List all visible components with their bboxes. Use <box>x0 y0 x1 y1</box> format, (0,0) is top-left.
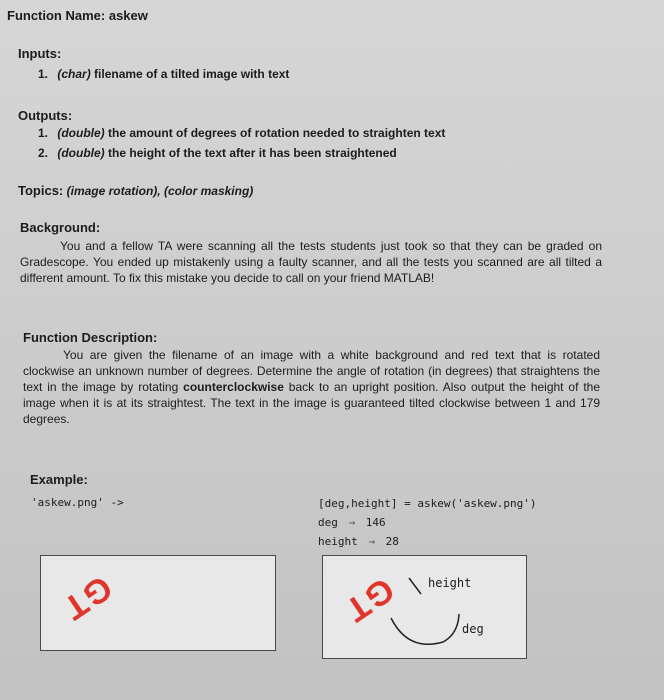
example-deg-line <box>318 516 386 529</box>
description-emphasis: counterclockwise <box>183 380 284 394</box>
deg-arc <box>391 614 459 644</box>
input-item-type: (char) <box>57 67 91 81</box>
function-name: Function Name: askew <box>7 8 148 23</box>
annotated-gt-text: GT <box>337 569 401 630</box>
input-item-text: filename of a tilted image with text <box>94 67 290 81</box>
rotation-annotation <box>323 556 528 660</box>
background-heading: Background: <box>20 220 101 235</box>
arrow-right-icon: → <box>348 516 356 529</box>
topics-label: Topics: <box>18 183 64 198</box>
output-item-type: (double) <box>57 146 105 160</box>
topics-items: (image rotation), (color masking) <box>66 184 254 198</box>
description-text-before: You are given the filename of an image with a white background and red text that is rotated clockwise an unknown number of degrees. Determine the angle of rotation (in degrees) that straightens the text in the image by rotating <box>23 348 600 394</box>
example-height-line <box>318 535 399 548</box>
deg-value: 146 <box>365 516 386 529</box>
description-paragraph <box>23 347 600 427</box>
background-paragraph <box>20 238 602 286</box>
output-item-text: the amount of degrees of rotation needed to straighten text <box>108 126 446 140</box>
background-text: You and a fellow TA were scanning all the tests students just took so that they can be graded on Gradescope. You ended up mistakenly using a faulty scanner, and all the tests you scanned are all tilted a different amount. To fix this mistake you decide to call on your friend MATLAB! <box>20 239 602 285</box>
output-item <box>38 126 445 140</box>
tilted-gt-text: GT <box>55 567 119 628</box>
example-call-code: [deg,height] = askew('askew.png') <box>318 497 537 510</box>
example-input-code: 'askew.png' -> <box>31 496 124 509</box>
height-measure-line <box>409 578 421 594</box>
output-item-num: 1. <box>38 126 49 140</box>
outputs-heading: Outputs: <box>18 108 73 123</box>
height-label: height <box>318 535 358 548</box>
height-value: 28 <box>385 535 399 548</box>
output-item-type: (double) <box>57 126 105 140</box>
annotated-image-example <box>322 555 527 659</box>
topics-line <box>18 183 253 198</box>
input-item-num: 1. <box>38 67 49 81</box>
deg-label: deg <box>318 516 338 529</box>
example-heading: Example: <box>30 472 88 487</box>
input-item <box>38 67 289 81</box>
annotation-deg-label: deg <box>462 622 484 636</box>
inputs-heading: Inputs: <box>18 46 62 61</box>
output-item <box>38 146 397 160</box>
output-item-num: 2. <box>38 146 49 160</box>
description-heading: Function Description: <box>23 330 158 345</box>
annotation-height-label: height <box>428 576 472 590</box>
description-text-after: back to an upright position. Also output the height of the image when it is at its straightest. The text in the image is guaranteed tilted clockwise between 1 and 179 degrees. <box>23 380 601 426</box>
tilted-image-example <box>40 555 276 651</box>
output-item-text: the height of the text after it has been straightened <box>108 146 397 160</box>
arrow-right-icon: → <box>368 535 375 548</box>
